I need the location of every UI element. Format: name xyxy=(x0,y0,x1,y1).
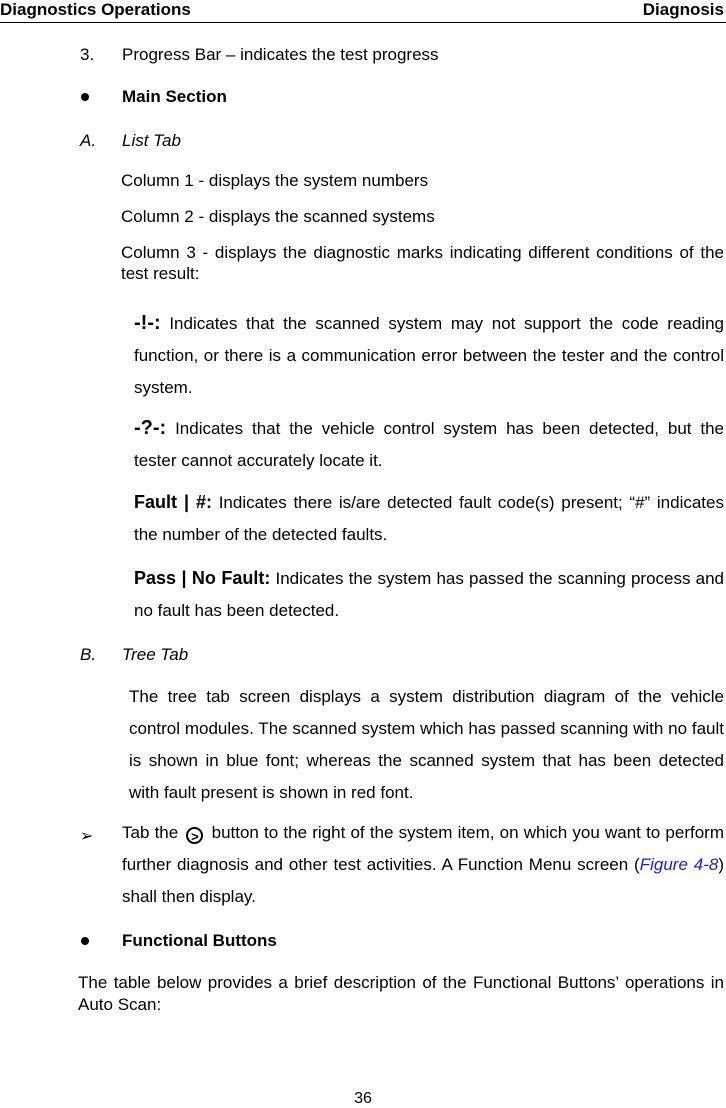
column-3-text: Column 3 - displays the diagnostic marks indicating different conditions of the test result: xyxy=(121,243,724,283)
mark-text: Indicates that the scanned system may not support the code reading function, or there is a communication error between the tester and the control system. xyxy=(134,314,724,397)
note-text-end: ) shall then display. xyxy=(122,855,724,906)
figure-reference-link[interactable]: Figure 4-8 xyxy=(639,855,719,874)
mark-item xyxy=(134,562,724,627)
header-section-title: Diagnostics Operations xyxy=(0,0,191,19)
mark-label: Fault | #: xyxy=(134,492,212,512)
list-tab-heading: List Tab xyxy=(122,131,181,150)
mark-item xyxy=(134,412,724,477)
forward-circle-icon: > xyxy=(186,827,203,844)
column-2-description: Column 2 - displays the scanned systems xyxy=(121,207,435,226)
bullet-icon xyxy=(81,93,89,101)
tree-tab-description: The tree tab screen displays a system distribution diagram of the vehicle control modules. The scanned system which has passed scanning with no fault is shown in blue font; whereas the scanned system that has been detected with fault present is shown in red font. xyxy=(129,687,724,802)
tree-tab-heading: Tree Tab xyxy=(122,645,189,664)
note-text-after: button to the right of the system item, on which you want to perform further diagnosis and other test activities. A Function Menu screen ( xyxy=(122,823,724,874)
note-text-before: Tab the xyxy=(122,823,179,842)
page-header xyxy=(0,0,726,23)
mark-text: Indicates that the vehicle control system has been detected, but the tester cannot accurately locate it. xyxy=(134,419,724,470)
item-number: 3. xyxy=(80,45,95,64)
arrow-bullet-icon: ➢ xyxy=(80,828,94,845)
mark-label: -!-: xyxy=(134,312,161,334)
page-number: 36 xyxy=(354,1090,372,1107)
item-text: Progress Bar – indicates the test progress xyxy=(122,45,439,64)
column-3-description xyxy=(121,242,724,284)
functional-buttons-description: The table below provides a brief description of the Functional Buttons’ operations in Auto Scan: xyxy=(78,973,724,1014)
tree-tab-letter: B. xyxy=(80,645,97,664)
functional-buttons-heading: Functional Buttons xyxy=(122,931,277,950)
main-section-heading: Main Section xyxy=(122,87,227,106)
bullet-icon xyxy=(81,937,89,945)
mark-item xyxy=(134,307,724,404)
list-tab-letter: A. xyxy=(80,131,97,150)
mark-text: Indicates the system has passed the scanning process and no fault has been detected. xyxy=(134,569,724,620)
mark-text: Indicates there is/are detected fault code(s) present; “#” indicates the number of the detected faults. xyxy=(134,493,724,544)
column-1-description: Column 1 - displays the system numbers xyxy=(121,171,429,190)
mark-item xyxy=(134,486,724,551)
header-chapter-title: Diagnosis xyxy=(642,0,724,19)
mark-label: -?-: xyxy=(134,417,167,439)
tab-button-note xyxy=(122,817,724,913)
mark-label: Pass | No Fault: xyxy=(134,568,271,588)
